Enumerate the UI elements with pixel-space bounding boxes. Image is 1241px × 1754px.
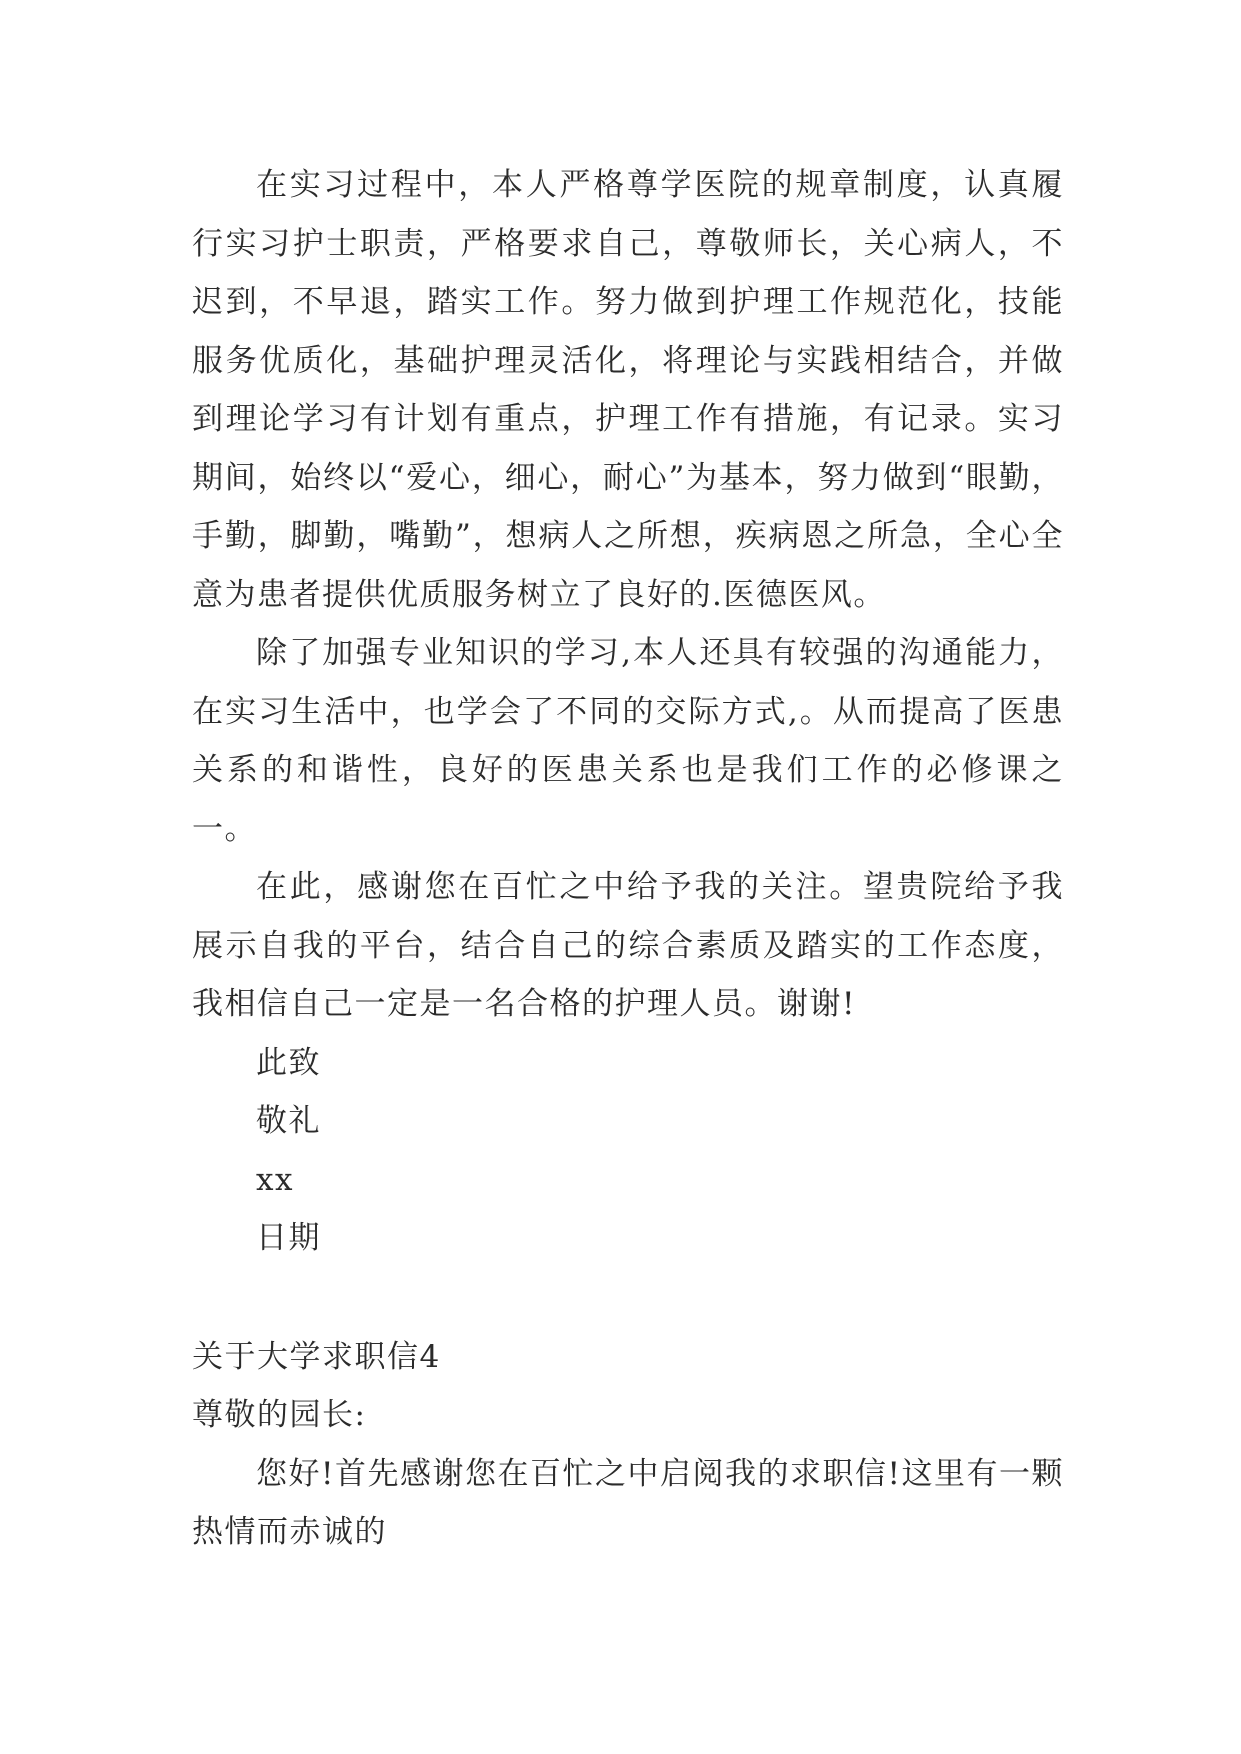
signature: xx xyxy=(256,1161,294,1198)
section-gap xyxy=(192,1268,1064,1328)
section-heading: 关于大学求职信4 xyxy=(192,1338,441,1375)
paragraph-communication: 除了加强专业知识的学习,本人还具有较强的沟通能力，在实习生活中，也学会了不同的交际方式,。从而提高了医患关系的和谐性，良好的医患关系也是我们工作的必修课之一。 xyxy=(192,635,1064,847)
document-body xyxy=(192,156,1064,1562)
paragraph-thanks: 在此，感谢您在百忙之中给予我的关注。望贵院给予我展示自我的平台，结合自己的综合素质及踏实的工作态度，我相信自己一定是一名合格的护理人员。谢谢! xyxy=(192,869,1064,1022)
closing-salutation-1: 此致 xyxy=(256,1044,321,1081)
letter-greeting: 尊敬的园长: xyxy=(192,1397,367,1433)
paragraph-internship: 在实习过程中，本人严格尊学医院的规章制度，认真履行实习护士职责，严格要求自己，尊敬师长，关心病人，不迟到，不早退，踏实工作。努力做到护理工作规范化，技能服务优质化，基础护理灵活化，将理论与实践相结合，并做到理论学习有计划有重点，护理工作有措施，有记录。实习期间，始终以“爱心，细心，耐心”为基本，努力做到“眼勤，手勤，脚勤，嘴勤”，想病人之所想，疾病恩之所急，全心全意为患者提供优质服务树立了良好的.医德医风。 xyxy=(192,167,1064,613)
date-line: 日期 xyxy=(256,1220,321,1256)
paragraph-opening: 您好!首先感谢您在百忙之中启阅我的求职信!这里有一颗热情而赤诚的 xyxy=(192,1455,1064,1550)
closing-salutation-2: 敬礼 xyxy=(256,1103,321,1139)
